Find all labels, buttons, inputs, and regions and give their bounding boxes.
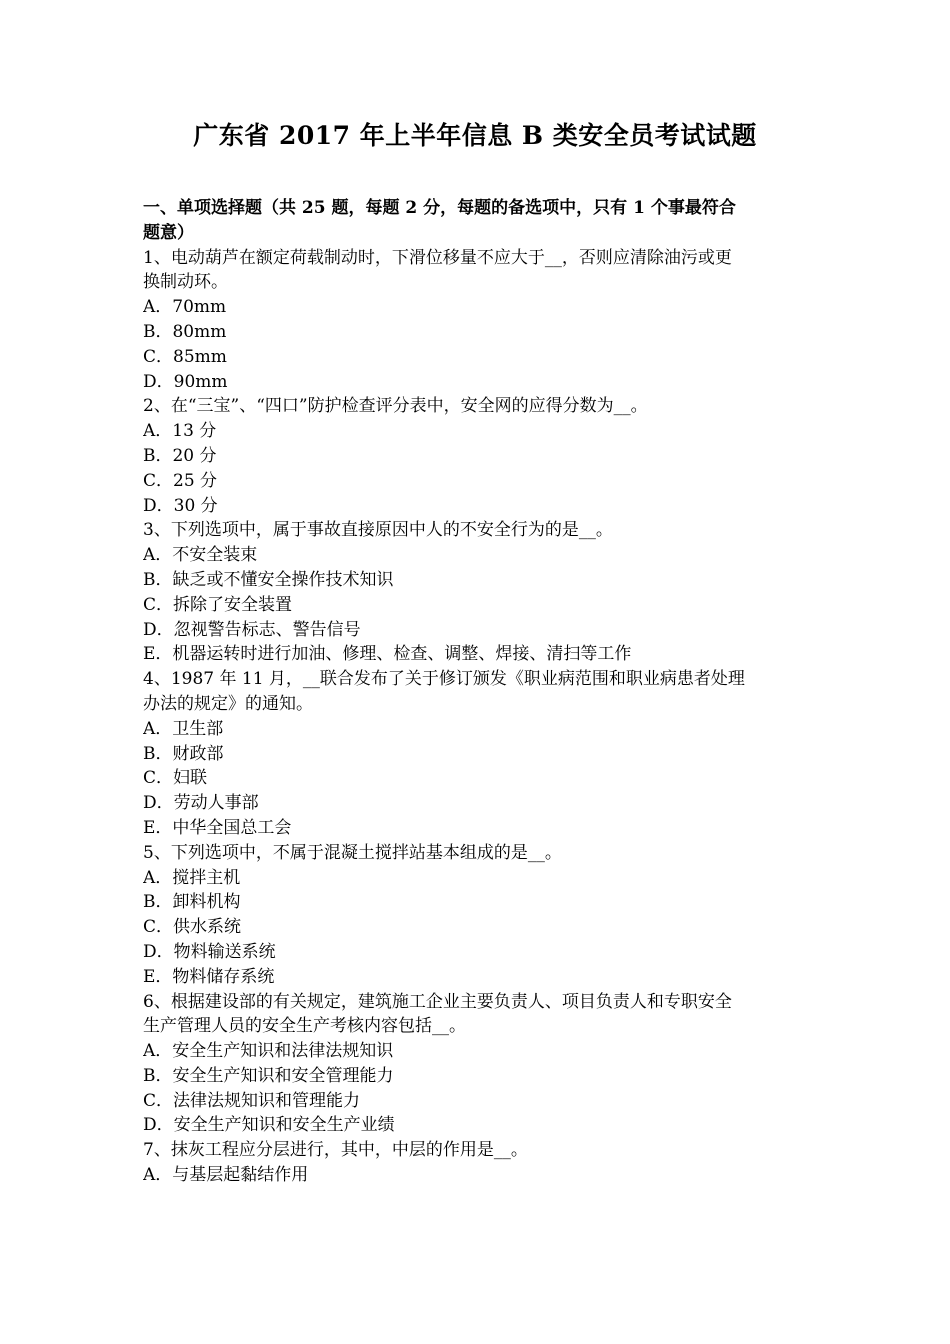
answer-option: D．30 分 <box>143 495 218 516</box>
answer-option: E．机器运转时进行加油、修理、检查、调整、焊接、清扫等工作 <box>143 644 632 665</box>
answer-option: C．供水系统 <box>143 917 242 938</box>
question-item <box>143 394 811 518</box>
answer-option: C．85mm <box>143 346 227 367</box>
answer-option: B．安全生产知识和安全管理能力 <box>143 1065 394 1086</box>
answer-option: B．80mm <box>143 321 227 342</box>
answer-option: D．劳动人事部 <box>143 793 259 814</box>
answer-option: A．搅拌主机 <box>143 867 241 888</box>
question-text: 2、在“三宝”、“四口”防护检查评分表中，安全网的应得分数为__。 <box>143 396 648 417</box>
section-heading-line: 一、单项选择题（共 25 题，每题 2 分，每题的备选项中，只有 1 个事最符合 <box>143 198 736 218</box>
question-text: 5、下列选项中，不属于混凝土搅拌站基本组成的是__。 <box>143 842 562 863</box>
answer-option: C．25 分 <box>143 470 218 491</box>
answer-option: E．中华全国总工会 <box>143 817 292 838</box>
question-text: 办法的规定》的通知。 <box>143 693 313 714</box>
section-heading <box>143 196 811 246</box>
answer-option: D．忽视警告标志、警告信号 <box>143 619 361 640</box>
question-item <box>143 518 811 667</box>
answer-option: B．缺乏或不懂安全操作技术知识 <box>143 569 394 590</box>
question-text: 7、抹灰工程应分层进行，其中，中层的作用是__。 <box>143 1140 528 1161</box>
document-title: 广东省 2017 年上半年信息 B 类安全员考试试题 <box>193 121 757 150</box>
question-text: 3、下列选项中，属于事故直接原因中人的不安全行为的是__。 <box>143 520 613 541</box>
question-text: 4、1987 年 11 月，__联合发布了关于修订颁发《职业病范围和职业病患者处理 <box>143 669 745 690</box>
answer-option: B．财政部 <box>143 743 224 764</box>
answer-option: A．13 分 <box>143 421 217 442</box>
answer-option: B．卸料机构 <box>143 892 241 913</box>
answer-option: C．拆除了安全装置 <box>143 594 293 615</box>
document-body <box>143 196 811 1188</box>
answer-option: E．物料储存系统 <box>143 966 275 987</box>
answer-option: A．70mm <box>143 297 227 318</box>
question-list <box>143 246 811 1188</box>
answer-option: D．安全生产知识和安全生产业绩 <box>143 1115 395 1136</box>
question-text: 6、根据建设部的有关规定，建筑施工企业主要负责人、项目负责人和专职安全 <box>143 991 732 1012</box>
answer-option: C．法律法规知识和管理能力 <box>143 1090 361 1111</box>
question-item <box>143 1138 811 1188</box>
answer-option: A．卫生部 <box>143 718 224 739</box>
answer-option: A．不安全装束 <box>143 545 258 566</box>
answer-option: A．安全生产知识和法律法规知识 <box>143 1041 394 1062</box>
answer-option: C．妇联 <box>143 768 208 789</box>
question-text: 1、电动葫芦在额定荷载制动时，下滑位移量不应大于__，否则应清除油污或更 <box>143 247 732 268</box>
answer-option: A．与基层起黏结作用 <box>143 1165 309 1186</box>
question-item <box>143 841 811 990</box>
question-text: 换制动环。 <box>143 272 228 293</box>
answer-option: D．物料输送系统 <box>143 941 276 962</box>
question-item <box>143 990 811 1139</box>
question-text: 生产管理人员的安全生产考核内容包括__。 <box>143 1016 466 1037</box>
answer-option: D．90mm <box>143 371 228 392</box>
question-item <box>143 246 811 395</box>
answer-option: B．20 分 <box>143 445 217 466</box>
section-heading-line: 题意） <box>143 222 194 243</box>
question-item <box>143 667 811 841</box>
